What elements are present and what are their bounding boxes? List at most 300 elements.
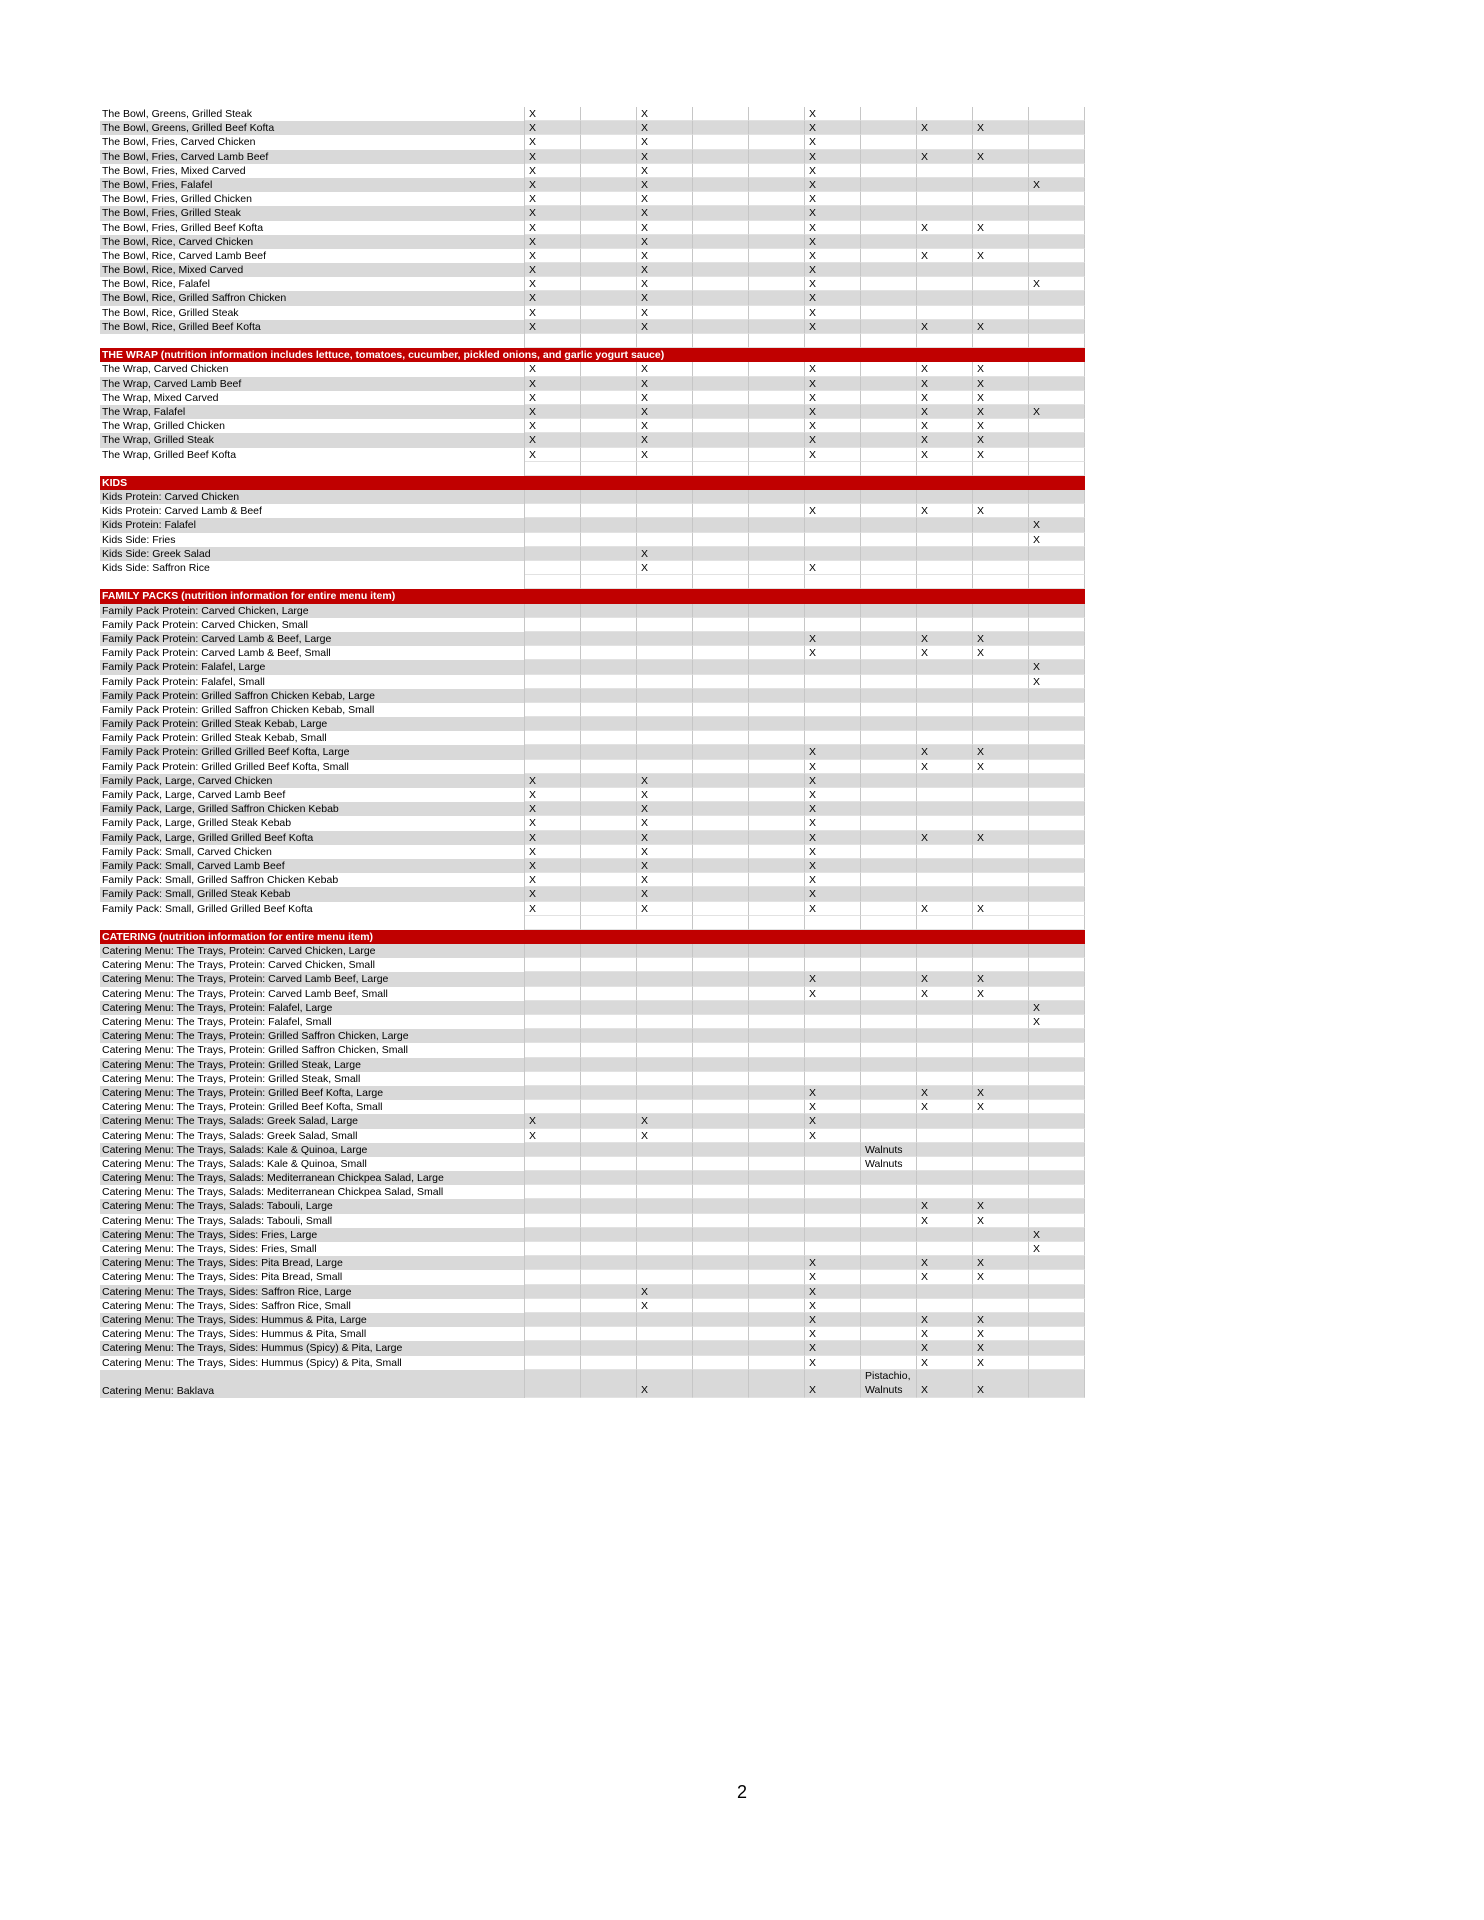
spacer-row	[100, 334, 1085, 348]
allergen-cell: X	[805, 1341, 861, 1355]
allergen-cell	[693, 448, 749, 462]
allergen-cell	[749, 249, 805, 263]
allergen-cell	[1029, 1327, 1085, 1341]
section-header-label: KIDS	[102, 476, 128, 489]
allergen-cell: X	[973, 1313, 1029, 1327]
item-name: Family Pack, Large, Grilled Steak Kebab	[100, 816, 525, 830]
allergen-cell	[525, 1100, 581, 1114]
item-name: Catering Menu: The Trays, Protein: Carved Chicken, Large	[100, 944, 525, 958]
allergen-cell	[861, 107, 917, 121]
allergen-cell: X	[805, 1285, 861, 1299]
allergen-cell: X	[917, 320, 973, 334]
allergen-cell	[1029, 845, 1085, 859]
allergen-cell	[1029, 816, 1085, 830]
allergen-cell	[973, 1157, 1029, 1171]
allergen-cell	[581, 1242, 637, 1256]
allergen-cell: X	[805, 1299, 861, 1313]
allergen-cell	[917, 490, 973, 504]
allergen-cell	[581, 972, 637, 986]
allergen-cell	[637, 1356, 693, 1370]
allergen-cell	[693, 277, 749, 291]
allergen-cell: X	[917, 419, 973, 433]
allergen-cell: X	[637, 164, 693, 178]
table-row	[100, 1100, 1085, 1114]
allergen-cell	[1029, 632, 1085, 646]
allergen-cell: X	[805, 206, 861, 220]
allergen-cell	[749, 760, 805, 774]
allergen-cell	[693, 362, 749, 376]
allergen-cell: X	[637, 816, 693, 830]
allergen-cell	[861, 235, 917, 249]
allergen-cell	[805, 618, 861, 632]
allergen-cell	[973, 490, 1029, 504]
allergen-cell: X	[805, 902, 861, 916]
allergen-cell	[749, 306, 805, 320]
allergen-cell	[861, 1129, 917, 1143]
table-row	[100, 504, 1085, 518]
allergen-cell	[805, 604, 861, 618]
allergen-cell: X	[973, 448, 1029, 462]
table-row	[100, 646, 1085, 660]
allergen-cell	[581, 164, 637, 178]
allergen-cell	[525, 703, 581, 717]
allergen-cell	[917, 1171, 973, 1185]
allergen-cell	[581, 845, 637, 859]
item-name: Kids Side: Fries	[100, 533, 525, 547]
allergen-cell	[749, 504, 805, 518]
allergen-cell: X	[805, 1327, 861, 1341]
allergen-cell: X	[1029, 1228, 1085, 1242]
allergen-cell	[637, 1086, 693, 1100]
allergen-cell	[861, 972, 917, 986]
allergen-cell	[581, 1214, 637, 1228]
allergen-cell: X	[973, 1341, 1029, 1355]
allergen-cell	[805, 1157, 861, 1171]
allergen-cell	[693, 575, 749, 589]
allergen-cell	[1029, 561, 1085, 575]
allergen-cell	[973, 604, 1029, 618]
allergen-cell: X	[973, 646, 1029, 660]
allergen-cell: X	[525, 816, 581, 830]
table-row	[100, 1029, 1085, 1043]
allergen-cell	[1029, 107, 1085, 121]
allergen-cell: X	[917, 121, 973, 135]
allergen-cell	[693, 632, 749, 646]
allergen-cell: X	[525, 391, 581, 405]
allergen-cell: X	[805, 1256, 861, 1270]
allergen-cell	[693, 1341, 749, 1355]
table-row	[100, 632, 1085, 646]
allergen-cell	[861, 1171, 917, 1185]
allergen-cell	[805, 660, 861, 674]
allergen-cell: X	[805, 277, 861, 291]
table-row	[100, 391, 1085, 405]
item-name: Kids Protein: Carved Chicken	[100, 490, 525, 504]
allergen-cell: X	[525, 121, 581, 135]
allergen-cell	[581, 405, 637, 419]
allergen-cell: X	[525, 873, 581, 887]
item-name: The Bowl, Rice, Grilled Saffron Chicken	[100, 291, 525, 305]
allergen-cell	[581, 1256, 637, 1270]
allergen-cell	[581, 1015, 637, 1029]
allergen-cell: X	[805, 178, 861, 192]
allergen-cell	[637, 1228, 693, 1242]
allergen-cell	[861, 533, 917, 547]
allergen-cell	[749, 604, 805, 618]
allergen-cell: X	[525, 433, 581, 447]
table-row	[100, 1143, 1085, 1157]
allergen-cell	[805, 703, 861, 717]
allergen-cell: X	[805, 221, 861, 235]
allergen-cell: X	[917, 150, 973, 164]
allergen-cell: X	[973, 1370, 1029, 1398]
allergen-cell	[805, 547, 861, 561]
allergen-cell	[525, 1327, 581, 1341]
allergen-cell	[525, 1043, 581, 1057]
allergen-cell	[861, 1242, 917, 1256]
item-name: The Bowl, Fries, Mixed Carved	[100, 164, 525, 178]
allergen-cell	[749, 632, 805, 646]
allergen-cell	[749, 1256, 805, 1270]
allergen-cell: X	[805, 150, 861, 164]
allergen-cell: X	[973, 391, 1029, 405]
allergen-cell	[749, 1341, 805, 1355]
allergen-cell	[749, 490, 805, 504]
allergen-cell	[973, 1114, 1029, 1128]
allergen-cell	[1029, 1072, 1085, 1086]
allergen-cell	[805, 1171, 861, 1185]
allergen-cell	[693, 192, 749, 206]
allergen-cell	[581, 944, 637, 958]
allergen-cell: X	[973, 1100, 1029, 1114]
allergen-cell	[1029, 575, 1085, 589]
allergen-cell	[693, 1015, 749, 1029]
allergen-cell	[525, 972, 581, 986]
allergen-cell	[693, 1285, 749, 1299]
allergen-cell	[693, 873, 749, 887]
allergen-cell	[917, 660, 973, 674]
allergen-cell	[861, 419, 917, 433]
item-name: Family Pack Protein: Grilled Grilled Beef Kofta, Small	[100, 760, 525, 774]
allergen-cell: X	[973, 1256, 1029, 1270]
allergen-cell	[1029, 760, 1085, 774]
allergen-cell	[749, 277, 805, 291]
allergen-cell	[1029, 859, 1085, 873]
allergen-cell	[1029, 150, 1085, 164]
allergen-cell	[861, 1058, 917, 1072]
allergen-cell	[1029, 1058, 1085, 1072]
allergen-cell	[1029, 306, 1085, 320]
allergen-cell	[693, 1058, 749, 1072]
allergen-cell	[1029, 1313, 1085, 1327]
allergen-cell	[637, 462, 693, 476]
allergen-cell	[693, 107, 749, 121]
allergen-cell	[861, 887, 917, 901]
allergen-cell	[973, 547, 1029, 561]
allergen-cell: X	[805, 235, 861, 249]
allergen-cell: X	[973, 362, 1029, 376]
item-name: Catering Menu: The Trays, Salads: Mediterranean Chickpea Salad, Small	[100, 1185, 525, 1199]
allergen-cell	[917, 816, 973, 830]
allergen-cell: X	[805, 1114, 861, 1128]
item-name: Catering Menu: The Trays, Salads: Greek Salad, Small	[100, 1129, 525, 1143]
allergen-cell	[637, 1270, 693, 1284]
table-row	[100, 887, 1085, 901]
allergen-cell: X	[805, 249, 861, 263]
allergen-cell: X	[1029, 277, 1085, 291]
allergen-cell	[917, 263, 973, 277]
table-row	[100, 263, 1085, 277]
allergen-cell	[581, 731, 637, 745]
allergen-cell	[581, 1199, 637, 1213]
allergen-cell	[749, 334, 805, 348]
allergen-cell	[861, 547, 917, 561]
allergen-cell	[805, 944, 861, 958]
allergen-cell	[525, 1285, 581, 1299]
allergen-cell	[1029, 547, 1085, 561]
allergen-cell	[525, 1370, 581, 1398]
allergen-cell	[581, 178, 637, 192]
allergen-cell	[693, 618, 749, 632]
allergen-cell	[917, 916, 973, 930]
allergen-cell	[581, 320, 637, 334]
allergen-cell	[973, 1129, 1029, 1143]
item-name: Family Pack, Large, Carved Lamb Beef	[100, 788, 525, 802]
allergen-cell	[861, 788, 917, 802]
allergen-cell	[525, 604, 581, 618]
allergen-cell	[973, 291, 1029, 305]
allergen-cell	[861, 1270, 917, 1284]
allergen-cell	[1029, 745, 1085, 759]
allergen-cell: X	[637, 902, 693, 916]
allergen-cell	[1029, 1143, 1085, 1157]
allergen-cell	[917, 1129, 973, 1143]
allergen-cell: X	[525, 263, 581, 277]
item-name: The Bowl, Fries, Falafel	[100, 178, 525, 192]
item-name: Family Pack Protein: Grilled Steak Kebab, Small	[100, 731, 525, 745]
item-name: Family Pack, Large, Grilled Saffron Chicken Kebab	[100, 802, 525, 816]
allergen-cell	[581, 632, 637, 646]
allergen-cell	[1029, 972, 1085, 986]
allergen-cell	[973, 873, 1029, 887]
allergen-cell	[917, 192, 973, 206]
allergen-cell	[1029, 1114, 1085, 1128]
allergen-cell	[805, 1072, 861, 1086]
allergen-cell: X	[637, 121, 693, 135]
allergen-cell: X	[805, 377, 861, 391]
item-name: Catering Menu: The Trays, Sides: Fries, Large	[100, 1228, 525, 1242]
allergen-cell	[1029, 902, 1085, 916]
allergen-cell	[973, 164, 1029, 178]
allergen-cell: X	[1029, 533, 1085, 547]
item-name: Family Pack: Small, Grilled Saffron Chicken Kebab	[100, 873, 525, 887]
allergen-cell	[917, 845, 973, 859]
allergen-cell	[749, 575, 805, 589]
allergen-cell	[581, 660, 637, 674]
allergen-cell	[525, 745, 581, 759]
allergen-cell: X	[917, 249, 973, 263]
allergen-cell	[749, 1299, 805, 1313]
allergen-cell	[861, 902, 917, 916]
allergen-cell	[581, 221, 637, 235]
allergen-cell	[637, 334, 693, 348]
section-header-label: THE WRAP (nutrition information includes lettuce, tomatoes, cucumber, pickled onions, and garlic yogurt sauce)	[102, 349, 665, 362]
allergen-cell	[861, 1313, 917, 1327]
allergen-cell	[637, 1029, 693, 1043]
allergen-cell	[581, 1341, 637, 1355]
allergen-cell	[861, 958, 917, 972]
allergen-cell	[805, 533, 861, 547]
allergen-cell	[805, 1058, 861, 1072]
allergen-cell	[973, 816, 1029, 830]
allergen-cell	[693, 433, 749, 447]
allergen-cell	[637, 1043, 693, 1057]
allergen-cell	[525, 1256, 581, 1270]
allergen-cell	[581, 1270, 637, 1284]
allergen-cell	[749, 802, 805, 816]
allergen-cell	[1029, 334, 1085, 348]
allergen-cell	[973, 887, 1029, 901]
allergen-cell	[581, 249, 637, 263]
table-row	[100, 178, 1085, 192]
allergen-cell	[749, 547, 805, 561]
allergen-cell	[749, 121, 805, 135]
allergen-cell	[581, 1356, 637, 1370]
allergen-cell	[973, 802, 1029, 816]
table-row	[100, 1313, 1085, 1327]
allergen-cell	[861, 1114, 917, 1128]
allergen-cell	[581, 604, 637, 618]
item-name: The Bowl, Rice, Grilled Beef Kofta	[100, 320, 525, 334]
allergen-cell: X	[637, 561, 693, 575]
table-row	[100, 1058, 1085, 1072]
allergen-cell	[637, 675, 693, 689]
allergen-cell	[637, 703, 693, 717]
allergen-cell	[917, 873, 973, 887]
allergen-cell: X	[973, 419, 1029, 433]
allergen-cell	[973, 731, 1029, 745]
allergen-cell	[525, 646, 581, 660]
allergen-cell	[693, 1129, 749, 1143]
allergen-cell	[581, 433, 637, 447]
table-row	[100, 547, 1085, 561]
spacer-row	[100, 916, 1085, 930]
allergen-cell	[1029, 462, 1085, 476]
allergen-cell: X	[805, 816, 861, 830]
table-row	[100, 802, 1085, 816]
allergen-cell	[805, 1015, 861, 1029]
table-row	[100, 249, 1085, 263]
allergen-cell	[525, 1015, 581, 1029]
allergen-cell: X	[637, 831, 693, 845]
allergen-cell: X	[805, 320, 861, 334]
allergen-cell	[749, 1313, 805, 1327]
allergen-cell	[917, 306, 973, 320]
allergen-cell	[1029, 958, 1085, 972]
allergen-cell: Walnuts	[861, 1157, 917, 1171]
allergen-cell: X	[805, 788, 861, 802]
allergen-cell	[749, 831, 805, 845]
allergen-cell: X	[525, 206, 581, 220]
allergen-cell	[581, 263, 637, 277]
allergen-cell: X	[973, 221, 1029, 235]
allergen-cell	[1029, 362, 1085, 376]
allergen-cell: X	[805, 1086, 861, 1100]
allergen-cell	[693, 164, 749, 178]
allergen-cell	[861, 816, 917, 830]
allergen-cell	[749, 291, 805, 305]
allergen-cell	[973, 1143, 1029, 1157]
allergen-cell	[749, 703, 805, 717]
table-row	[100, 660, 1085, 674]
allergen-cell	[749, 1043, 805, 1057]
allergen-cell	[861, 121, 917, 135]
allergen-cell: X	[917, 1256, 973, 1270]
table-row	[100, 1285, 1085, 1299]
allergen-cell	[861, 731, 917, 745]
allergen-cell	[973, 1299, 1029, 1313]
item-name: The Wrap, Grilled Chicken	[100, 419, 525, 433]
allergen-cell	[637, 618, 693, 632]
allergen-cell	[973, 277, 1029, 291]
allergen-cell	[917, 731, 973, 745]
allergen-cell: X	[525, 135, 581, 149]
allergen-cell	[581, 575, 637, 589]
allergen-cell: X	[525, 235, 581, 249]
allergen-cell: X	[973, 1199, 1029, 1213]
item-name: Kids Protein: Carved Lamb & Beef	[100, 504, 525, 518]
allergen-cell	[973, 192, 1029, 206]
allergen-cell: X	[525, 277, 581, 291]
allergen-cell	[861, 774, 917, 788]
allergen-cell	[525, 675, 581, 689]
allergen-cell	[749, 1327, 805, 1341]
allergen-cell: X	[805, 972, 861, 986]
allergen-cell: X	[917, 391, 973, 405]
allergen-cell: X	[637, 1114, 693, 1128]
table-row	[100, 788, 1085, 802]
item-name: Kids Side: Greek Salad	[100, 547, 525, 561]
item-name: Catering Menu: The Trays, Protein: Grilled Steak, Small	[100, 1072, 525, 1086]
allergen-cell	[861, 192, 917, 206]
allergen-cell	[1029, 391, 1085, 405]
allergen-cell	[861, 1356, 917, 1370]
allergen-cell	[861, 1100, 917, 1114]
allergen-cell: X	[525, 448, 581, 462]
allergen-cell: X	[525, 306, 581, 320]
allergen-cell: Pistachio, Walnuts	[861, 1370, 917, 1398]
table-row	[100, 703, 1085, 717]
allergen-cell	[693, 1356, 749, 1370]
allergen-cell	[917, 618, 973, 632]
allergen-cell: X	[805, 760, 861, 774]
allergen-cell	[861, 745, 917, 759]
allergen-cell: X	[637, 362, 693, 376]
allergen-cell	[917, 1143, 973, 1157]
table-row	[100, 760, 1085, 774]
allergen-cell	[973, 263, 1029, 277]
allergen-cell	[693, 1029, 749, 1043]
allergen-cell	[637, 689, 693, 703]
allergen-cell	[525, 1299, 581, 1313]
allergen-cell	[917, 135, 973, 149]
allergen-cell	[581, 377, 637, 391]
allergen-cell	[693, 944, 749, 958]
allergen-cell	[525, 1356, 581, 1370]
allergen-cell	[693, 462, 749, 476]
allergen-cell	[581, 277, 637, 291]
item-name: The Wrap, Falafel	[100, 405, 525, 419]
